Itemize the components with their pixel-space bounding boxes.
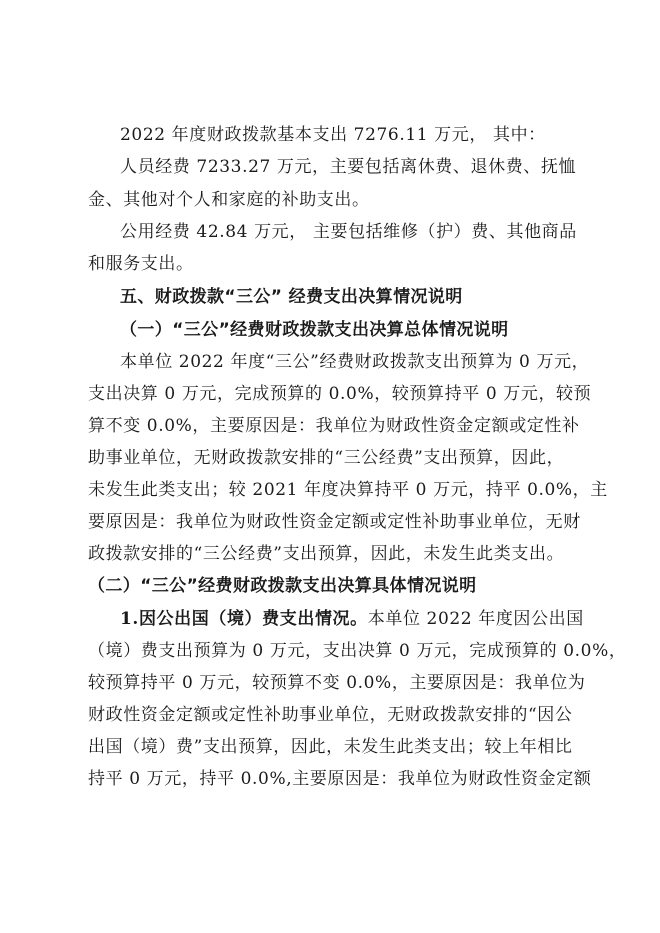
section-five-heading: 五、财政拨款“三公” 经费支出决算情况说明 (120, 287, 463, 307)
overview-paragraph-line: 未发生此类支出；较 2021 年度决算持平 0 万元，持平 0.0%，主 (88, 480, 608, 500)
subsection-two-heading: （二）“三公”经费财政拨款支出决算具体情况说明 (88, 576, 477, 596)
overseas-travel-paragraph-line: 持平 0 万元，持平 0.0%,主要原因是：我单位为财政性资金定额 (88, 769, 592, 789)
overseas-travel-paragraph-line: 出国（境）费”支出预算，因此，未发生此类支出；较上年相比 (88, 737, 573, 757)
personnel-expenses-line: 人员经费 7233.27 万元，主要包括离休费、退休费、抚恤 (120, 157, 577, 177)
overview-paragraph-line: 助事业单位，无财政拨款安排的“三公经费”支出预算，因此， (88, 448, 565, 468)
overseas-travel-text: 本单位 2022 年度因公出国 (367, 609, 584, 629)
overview-paragraph-line: 要原因是：我单位为财政性资金定额或定性补助事业单位，无财 (88, 512, 581, 532)
personnel-expenses-continued: 金、其他对个人和家庭的补助支出。 (88, 190, 370, 210)
overseas-travel-line (120, 607, 584, 631)
overview-paragraph-line: 本单位 2022 年度“三公”经费财政拨款支出预算为 0 万元， (120, 352, 590, 372)
overview-paragraph-line: 算不变 0.0%，主要原因是：我单位为财政性资金定额或定性补 (88, 416, 580, 436)
overview-paragraph-line: 政拨款安排的“三公经费”支出预算，因此，未发生此类支出。 (88, 544, 565, 564)
overseas-travel-paragraph-line: 较预算持平 0 万元，较预算不变 0.0%，主要原因是：我单位为 (88, 673, 586, 693)
subsection-one-heading: （一）“三公”经费财政拨款支出决算总体情况说明 (120, 320, 509, 340)
overseas-travel-paragraph-line: （境）费支出预算为 0 万元，支出决算 0 万元，完成预算的 0.0%， (88, 641, 627, 661)
overseas-travel-title: 1.因公出国（境）费支出情况。 (120, 609, 368, 629)
overview-paragraph-line: 支出决算 0 万元，完成预算的 0.0%，较预算持平 0 万元，较预 (88, 384, 592, 404)
overseas-travel-paragraph-line: 财政性资金定额或定性补助事业单位，无财政拨款安排的“因公 (88, 705, 573, 725)
basic-expenditure-line: 2022 年度财政拨款基本支出 7276.11 万元， 其中： (120, 125, 546, 145)
public-expenses-line: 公用经费 42.84 万元， 主要包括维修（护）费、其他商品 (120, 222, 577, 242)
public-expenses-continued: 和服务支出。 (88, 254, 194, 274)
